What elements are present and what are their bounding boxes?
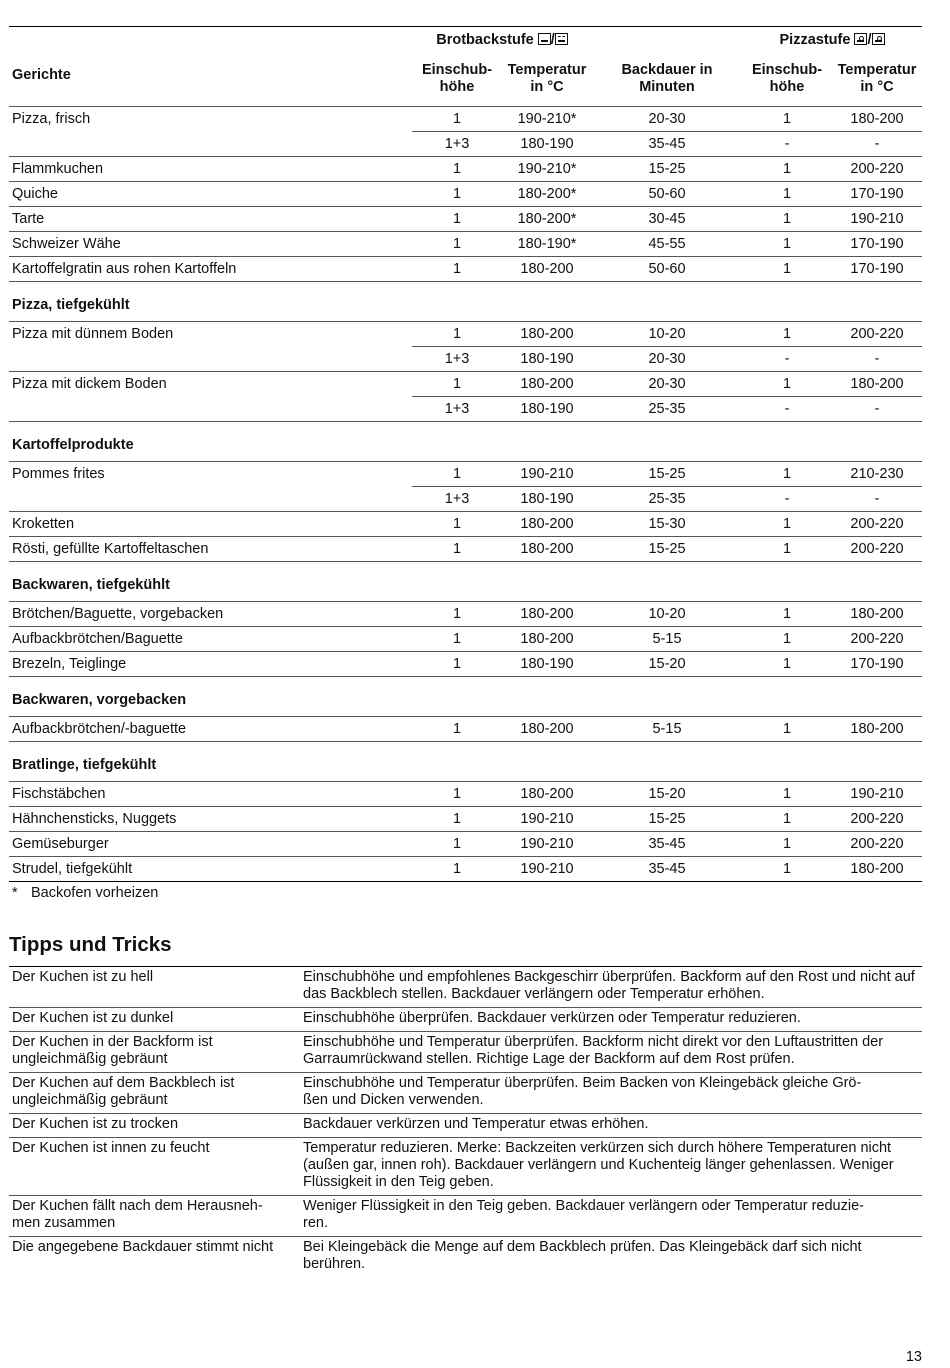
dish-cell: Kroketten [9, 512, 412, 537]
tip-solution: Temperatur reduzieren. Merke: Backzeiten verkürzen sich durch höhere Temperaturen nicht (außen gar, innen roh). Backdauer verlängern und Kuchenteig länger gehenlassen. Weniger Flüssigkeit in den Teig geben. [298, 1138, 922, 1196]
b-level-cell: 1 [412, 537, 502, 562]
footnote [9, 885, 922, 901]
table-row [9, 207, 922, 232]
table-row [9, 232, 922, 257]
dish-cell: Rösti, gefüllte Kartoffeltaschen [9, 537, 412, 562]
table-row [9, 627, 922, 652]
b-level-cell: 1 [412, 832, 502, 857]
dish-cell: Pommes frites [9, 462, 412, 487]
p-temp-cell: 180-200 [832, 717, 922, 742]
dish-cell: Flammkuchen [9, 157, 412, 182]
category-label: Backwaren, vorgebacken [9, 677, 922, 717]
b-temp-cell: 180-200 [502, 717, 592, 742]
b-level-cell: 1 [412, 322, 502, 347]
p-level-cell: 1 [742, 372, 832, 397]
duration-cell: 10-20 [592, 602, 742, 627]
p-level-cell: 1 [742, 832, 832, 857]
tip-solution: Einschubhöhe und empfohlenes Backgeschirr überprüfen. Backform auf den Rost und nicht auf das Backblech stellen. Backdauer verlängern oder Temperatur erhöhen. [298, 967, 922, 1008]
page [9, 26, 922, 1277]
p-level-cell: 1 [742, 512, 832, 537]
baking-table [9, 26, 922, 882]
b-temp-cell: 190-210 [502, 857, 592, 882]
b-temp-cell: 180-200 [502, 782, 592, 807]
b-temp-cell: 180-190 [502, 347, 592, 372]
p-level-cell: 1 [742, 157, 832, 182]
b-level-cell: 1 [412, 372, 502, 397]
b-level-cell: 1 [412, 782, 502, 807]
p-temp-cell: 200-220 [832, 832, 922, 857]
category-row [9, 562, 922, 602]
b-level-cell: 1 [412, 462, 502, 487]
col-bread-temp: Temperatur in °C [507, 62, 587, 95]
b-level-cell: 1 [412, 232, 502, 257]
b-temp-cell: 180-190* [502, 232, 592, 257]
footnote-mark: * [12, 885, 18, 901]
duration-cell: 15-25 [592, 462, 742, 487]
table-row [9, 397, 922, 422]
duration-cell: 15-25 [592, 807, 742, 832]
p-temp-cell: - [832, 347, 922, 372]
p-temp-cell: 180-200 [832, 372, 922, 397]
b-level-cell: 1 [412, 207, 502, 232]
p-level-cell: 1 [742, 232, 832, 257]
b-temp-cell: 180-200 [502, 537, 592, 562]
table-row [9, 132, 922, 157]
col-pizza-level: Einschub- höhe [751, 62, 823, 95]
b-temp-cell: 180-200 [502, 627, 592, 652]
tip-solution: Bei Kleingebäck die Menge auf dem Backblech prüfen. Das Kleingebäck darf sich nicht berühren. [303, 1239, 862, 1272]
b-level-cell: 1 [412, 157, 502, 182]
duration-cell: 5-15 [592, 627, 742, 652]
bread-heat-icon [555, 33, 568, 45]
table-row [9, 257, 922, 282]
tip-row [9, 1073, 922, 1114]
duration-cell: 50-60 [592, 257, 742, 282]
p-level-cell: 1 [742, 537, 832, 562]
duration-cell: 20-30 [592, 347, 742, 372]
p-temp-cell: 170-190 [832, 182, 922, 207]
tip-problem: Der Kuchen fällt nach dem Herausneh- men zusammen [9, 1196, 298, 1237]
p-level-cell: 1 [742, 717, 832, 742]
table-row [9, 512, 922, 537]
dish-cell: Pizza, frisch [9, 107, 412, 132]
pizza-heat-icon [872, 33, 885, 45]
dish-cell [9, 347, 412, 372]
tip-solution: Weniger Flüssigkeit in den Teig geben. Backdauer verlängern oder Temperatur reduzie- ren. [298, 1196, 922, 1237]
category-row [9, 677, 922, 717]
p-level-cell: 1 [742, 107, 832, 132]
col-dish: Gerichte [12, 66, 71, 83]
p-temp-cell: 200-220 [832, 627, 922, 652]
b-level-cell: 1+3 [412, 397, 502, 422]
p-level-cell: 1 [742, 782, 832, 807]
tip-problem: Der Kuchen ist zu trocken [9, 1114, 298, 1138]
b-temp-cell: 190-210* [502, 107, 592, 132]
category-label: Bratlinge, tiefgekühlt [9, 742, 922, 782]
b-temp-cell: 180-200 [502, 602, 592, 627]
group-bread-label: Brotbackstufe [436, 31, 534, 48]
group-pizza-label: Pizzastufe [779, 31, 851, 48]
p-level-cell: 1 [742, 257, 832, 282]
dish-cell: Pizza mit dünnem Boden [9, 322, 412, 347]
table-row [9, 807, 922, 832]
tip-problem: Der Kuchen ist zu dunkel [9, 1008, 298, 1032]
b-temp-cell: 180-200* [502, 182, 592, 207]
duration-cell: 30-45 [592, 207, 742, 232]
p-level-cell: - [742, 132, 832, 157]
duration-cell: 15-25 [592, 157, 742, 182]
dish-cell: Pizza mit dickem Boden [9, 372, 412, 397]
dish-cell: Aufbackbrötchen/-baguette [9, 717, 412, 742]
b-level-cell: 1+3 [412, 487, 502, 512]
tips-table [9, 966, 922, 1277]
category-row [9, 282, 922, 322]
group-header-row [9, 27, 922, 53]
dish-cell: Kartoffelgratin aus rohen Kartoffeln [9, 257, 412, 282]
p-temp-cell: 200-220 [832, 807, 922, 832]
duration-cell: 20-30 [592, 372, 742, 397]
b-level-cell: 1 [412, 512, 502, 537]
table-row [9, 717, 922, 742]
p-temp-cell: 200-220 [832, 537, 922, 562]
table-row [9, 372, 922, 397]
b-temp-cell: 180-190 [502, 487, 592, 512]
tip-solution: Einschubhöhe überprüfen. Backdauer verkürzen oder Temperatur reduzieren. [298, 1008, 922, 1032]
dish-cell: Gemüseburger [9, 832, 412, 857]
b-level-cell: 1 [412, 807, 502, 832]
fan-heat-icon [854, 33, 867, 45]
tips-title: Tipps und Tricks [9, 933, 172, 956]
b-temp-cell: 180-200* [502, 207, 592, 232]
tip-problem: Der Kuchen auf dem Backblech ist ungleichmäßig gebräunt [9, 1073, 298, 1114]
tip-problem: Die angegebene Backdauer stimmt nicht [12, 1239, 274, 1255]
p-temp-cell: 180-200 [832, 602, 922, 627]
group-bread-header: Brotbackstufe / [412, 27, 592, 53]
dish-cell: Brötchen/Baguette, vorgebacken [9, 602, 412, 627]
b-level-cell: 1 [412, 627, 502, 652]
b-temp-cell: 180-200 [502, 257, 592, 282]
b-temp-cell: 180-200 [502, 512, 592, 537]
category-label: Backwaren, tiefgekühlt [9, 562, 922, 602]
table-row [9, 487, 922, 512]
tip-problem: Der Kuchen in der Backform ist ungleichmäßig gebräunt [9, 1032, 298, 1073]
b-temp-cell: 180-200 [502, 322, 592, 347]
p-level-cell: 1 [742, 322, 832, 347]
tip-problem: Der Kuchen ist innen zu feucht [9, 1138, 298, 1196]
p-temp-cell: 170-190 [832, 232, 922, 257]
p-level-cell: 1 [742, 207, 832, 232]
duration-cell: 25-35 [592, 487, 742, 512]
duration-cell: 25-35 [592, 397, 742, 422]
p-level-cell: 1 [742, 627, 832, 652]
category-row [9, 422, 922, 462]
group-pizza-header: Pizzastufe / [742, 27, 922, 53]
p-temp-cell: - [832, 397, 922, 422]
b-level-cell: 1+3 [412, 347, 502, 372]
dish-cell: Tarte [9, 207, 412, 232]
col-bread-level: Einschub- höhe [421, 62, 493, 95]
page-number: 13 [905, 1349, 922, 1365]
p-level-cell: 1 [742, 652, 832, 677]
footnote-text: Backofen vorheizen [31, 885, 159, 901]
b-temp-cell: 180-200 [502, 372, 592, 397]
duration-cell: 15-20 [592, 782, 742, 807]
table-row [9, 347, 922, 372]
p-level-cell: 1 [742, 182, 832, 207]
b-level-cell: 1 [412, 107, 502, 132]
tip-row [9, 1008, 922, 1032]
tip-solution: Einschubhöhe und Temperatur überprüfen. Backform nicht direkt vor den Luftaustritten der Garraumrückwand stellen. Richtige Lage der Backform auf dem Rost prüfen. [298, 1032, 922, 1073]
duration-cell: 10-20 [592, 322, 742, 347]
oven-heat-icon [538, 33, 551, 45]
table-row [9, 782, 922, 807]
p-temp-cell: 180-200 [832, 857, 922, 882]
tip-row [9, 1196, 922, 1237]
duration-cell: 5-15 [592, 717, 742, 742]
col-pizza-temp: Temperatur in °C [837, 62, 917, 95]
p-level-cell: - [742, 397, 832, 422]
tip-row [9, 1114, 922, 1138]
tip-problem: Der Kuchen ist zu hell [9, 967, 298, 1008]
p-temp-cell: 200-220 [832, 322, 922, 347]
category-row [9, 742, 922, 782]
table-row [9, 157, 922, 182]
table-row [9, 857, 922, 882]
group-empty [9, 27, 412, 53]
dish-cell: Schweizer Wähe [9, 232, 412, 257]
tip-row [9, 967, 922, 1008]
table-row [9, 652, 922, 677]
tip-row [9, 1138, 922, 1196]
table-row [9, 182, 922, 207]
b-level-cell: 1 [412, 182, 502, 207]
b-level-cell: 1 [412, 602, 502, 627]
p-temp-cell: - [832, 132, 922, 157]
duration-cell: 50-60 [592, 182, 742, 207]
duration-cell: 35-45 [592, 857, 742, 882]
tip-row [9, 1237, 922, 1278]
p-temp-cell: 210-230 [832, 462, 922, 487]
dish-cell [9, 132, 412, 157]
b-level-cell: 1 [412, 717, 502, 742]
b-level-cell: 1 [412, 857, 502, 882]
p-level-cell: 1 [742, 807, 832, 832]
b-level-cell: 1 [412, 652, 502, 677]
b-temp-cell: 190-210 [502, 462, 592, 487]
p-temp-cell: 170-190 [832, 652, 922, 677]
b-level-cell: 1+3 [412, 132, 502, 157]
table-row [9, 462, 922, 487]
p-level-cell: - [742, 487, 832, 512]
b-temp-cell: 180-190 [502, 652, 592, 677]
p-level-cell: 1 [742, 857, 832, 882]
category-label: Pizza, tiefgekühlt [9, 282, 922, 322]
duration-cell: 15-25 [592, 537, 742, 562]
p-temp-cell: 190-210 [832, 782, 922, 807]
p-level-cell: 1 [742, 462, 832, 487]
duration-cell: 35-45 [592, 132, 742, 157]
table-row [9, 832, 922, 857]
b-temp-cell: 190-210 [502, 807, 592, 832]
p-temp-cell: 190-210 [832, 207, 922, 232]
dish-cell: Fischstäbchen [9, 782, 412, 807]
category-label: Kartoffelprodukte [9, 422, 922, 462]
tip-solution: Backdauer verkürzen und Temperatur etwas erhöhen. [298, 1114, 922, 1138]
baking-table-body [9, 107, 922, 882]
dish-cell [9, 487, 412, 512]
table-row [9, 537, 922, 562]
b-temp-cell: 180-190 [502, 397, 592, 422]
table-row [9, 322, 922, 347]
table-row [9, 107, 922, 132]
dish-cell: Aufbackbrötchen/Baguette [9, 627, 412, 652]
duration-cell: 20-30 [592, 107, 742, 132]
col-duration: Backdauer in Minuten [621, 62, 713, 95]
p-temp-cell: 170-190 [832, 257, 922, 282]
tip-solution: Einschubhöhe und Temperatur überprüfen. Beim Backen von Kleingebäck gleiche Grö- ßen und Dicken verwenden. [298, 1073, 922, 1114]
p-level-cell: 1 [742, 602, 832, 627]
p-level-cell: - [742, 347, 832, 372]
dish-cell: Brezeln, Teiglinge [9, 652, 412, 677]
duration-cell: 15-30 [592, 512, 742, 537]
b-temp-cell: 190-210 [502, 832, 592, 857]
b-level-cell: 1 [412, 257, 502, 282]
column-header-row [9, 52, 922, 107]
tip-row [9, 1032, 922, 1073]
dish-cell: Quiche [9, 182, 412, 207]
group-empty-mid [592, 27, 742, 53]
dish-cell: Strudel, tiefgekühlt [9, 857, 412, 882]
duration-cell: 35-45 [592, 832, 742, 857]
table-row [9, 602, 922, 627]
p-temp-cell: 200-220 [832, 512, 922, 537]
duration-cell: 45-55 [592, 232, 742, 257]
b-temp-cell: 180-190 [502, 132, 592, 157]
b-temp-cell: 190-210* [502, 157, 592, 182]
p-temp-cell: - [832, 487, 922, 512]
p-temp-cell: 200-220 [832, 157, 922, 182]
p-temp-cell: 180-200 [832, 107, 922, 132]
tips-table-body [9, 967, 922, 1278]
duration-cell: 15-20 [592, 652, 742, 677]
dish-cell [9, 397, 412, 422]
dish-cell: Hähnchensticks, Nuggets [9, 807, 412, 832]
